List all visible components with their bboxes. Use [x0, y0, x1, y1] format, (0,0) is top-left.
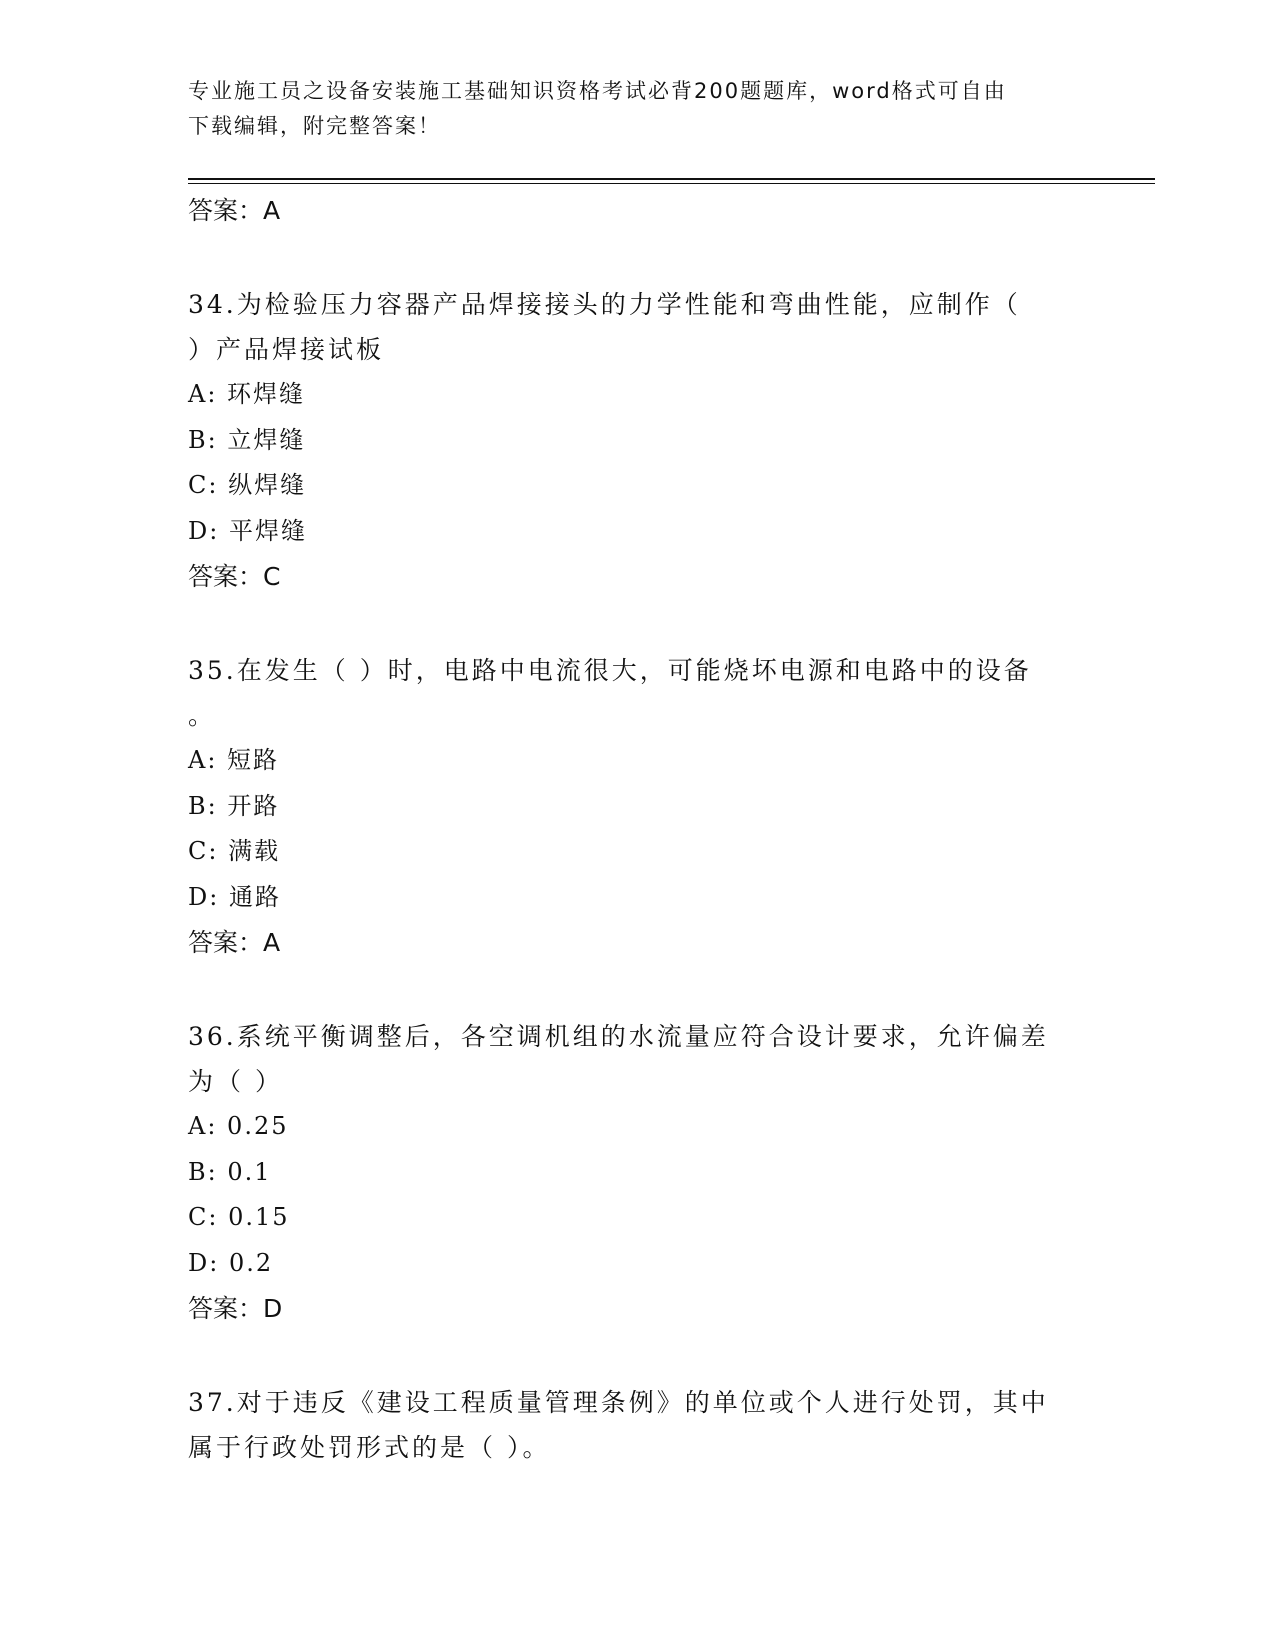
document-header [188, 74, 1068, 144]
option-b: B: 开路 [188, 791, 280, 820]
answer-label: 答案：A [188, 196, 281, 225]
spacer [188, 234, 1088, 282]
question-item [188, 648, 1088, 966]
header-line-1: 专业施工员之设备安装施工基础知识资格考试必背200题题库，word格式可自由 [188, 79, 1007, 103]
question-list [188, 188, 1088, 1470]
answer-label: 答案：C [188, 562, 281, 591]
option-a: A: 短路 [188, 746, 280, 774]
option-a: A: 环焊缝 [188, 380, 306, 408]
option-d: D: 0.2 [188, 1248, 274, 1277]
answer-label: 答案：A [188, 928, 281, 957]
header-divider-thin [188, 183, 1155, 184]
spacer [188, 1332, 1088, 1380]
option-b: B: 0.1 [188, 1157, 272, 1186]
question-stem-continued: 属于行政处罚形式的是（ ）。 [188, 1433, 551, 1462]
spacer [188, 600, 1088, 648]
option-c: C: 满载 [188, 837, 281, 865]
option-b: B: 立焊缝 [188, 425, 306, 454]
question-stem: 35.在发生（ ）时，电路中电流很大，可能烧坏电源和电路中的设备 [188, 656, 1032, 685]
spacer [188, 966, 1088, 1014]
option-a: A: 0.25 [188, 1112, 289, 1140]
option-c: C: 0.15 [188, 1203, 290, 1231]
question-stem: 34.为检验压力容器产品焊接接头的力学性能和弯曲性能，应制作（ [188, 290, 1021, 319]
question-stem-continued: 。 [188, 701, 217, 730]
question-item [188, 1380, 1088, 1470]
question-stem-continued: 为（ ） [188, 1067, 283, 1096]
option-c: C: 纵焊缝 [188, 471, 307, 499]
header-line-2: 下载编辑，附完整答案！ [188, 114, 441, 138]
answer-label: 答案：D [188, 1294, 283, 1323]
question-stem-continued: ）产品焊接试板 [188, 335, 385, 364]
question-stem: 36.系统平衡调整后，各空调机组的水流量应符合设计要求，允许偏差 [188, 1022, 1049, 1051]
question-stem: 37.对于违反《建设工程质量管理条例》的单位或个人进行处罚，其中 [188, 1388, 1049, 1417]
option-d: D: 平焊缝 [188, 516, 307, 545]
question-item [188, 1014, 1088, 1332]
option-d: D: 通路 [188, 882, 281, 911]
question-item [188, 282, 1088, 600]
header-divider [188, 178, 1155, 180]
